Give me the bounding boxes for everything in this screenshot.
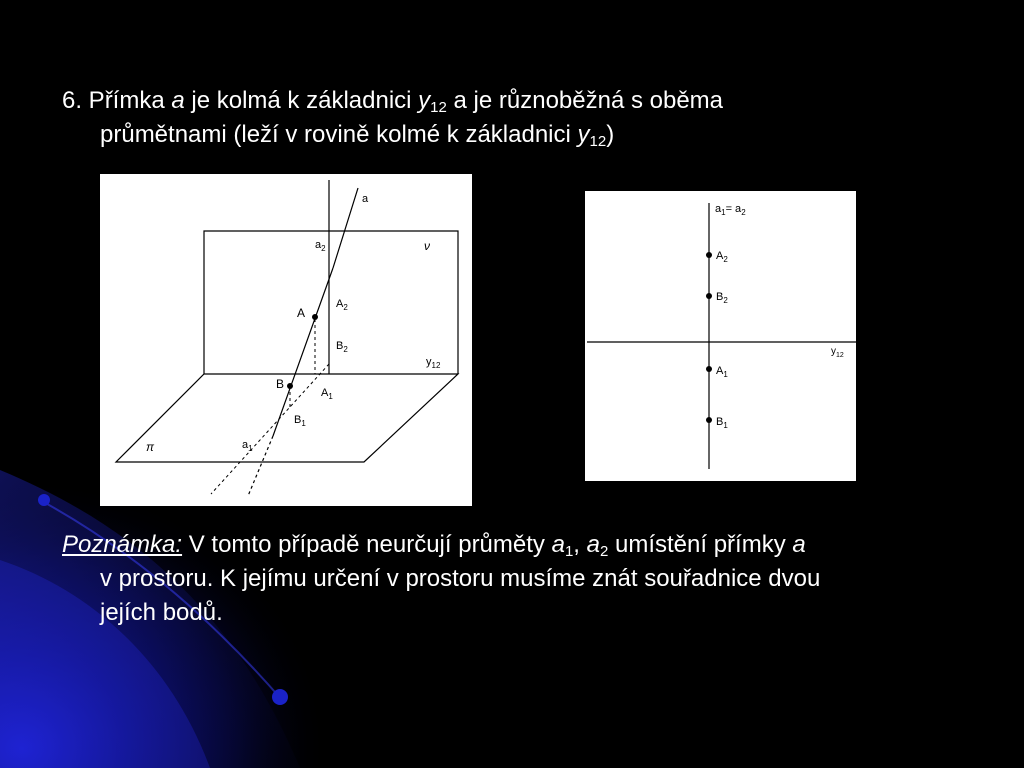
point-A2 [706,252,712,258]
heading-line-1: 6. Přímka a je kolmá k základnici $y_{12}$ a je různoběžná s oběma [62,87,724,116]
spatial-view-figure [100,174,472,506]
note-label: Poznámka: [62,531,183,558]
label-pi: π [146,440,155,454]
label-y12: $y_{12}$ [426,356,441,370]
heading-paragraph [62,84,964,152]
heading-line-2: průmětnami (leží v rovině kolmé k základnici $y_{12}$) [100,121,615,150]
horizontal-plane [116,374,458,462]
label-B2: $B_2$ [336,340,348,354]
label-a1-eq-a2: $a_1= a_2$ [715,203,746,217]
label-B: B [276,377,285,391]
label-a1: $a_1$ [242,439,253,453]
label-A1: $A_1$ [321,387,333,401]
label-A: A [297,306,306,320]
vertical-plane [204,231,458,374]
label-B1: $B_1$ [294,414,306,428]
line-a1 [211,364,329,494]
note-paragraph [62,528,964,630]
label-nu: ν [424,239,430,253]
label-A2: $A_2$ [336,298,348,312]
line-a-visible [273,268,333,436]
point-B2 [706,293,712,299]
note-line-3: jejích bodů. [100,599,223,626]
point-B [287,383,293,389]
label-A1: $A_1$ [716,365,728,379]
label-a: a [362,193,369,205]
label-B2: $B_2$ [716,291,728,305]
label-a2: $a_2$ [315,239,326,253]
label-A2: $A_2$ [716,250,728,264]
point-A1 [706,366,712,372]
line-a-upper [333,188,358,268]
label-B1: $B_1$ [716,416,728,430]
point-B1 [706,417,712,423]
note-line-1: Poznámka: V tomto případě neurčují průměty $a_1$, $a_2$ umístění přímky a [62,531,806,560]
monge-projection-figure [585,191,856,481]
label-y12: $y_{12}$ [831,346,844,359]
note-line-2: v prostoru. K jejímu určení v prostoru musíme znát souřadnice dvou [100,565,821,592]
point-A [312,314,318,320]
